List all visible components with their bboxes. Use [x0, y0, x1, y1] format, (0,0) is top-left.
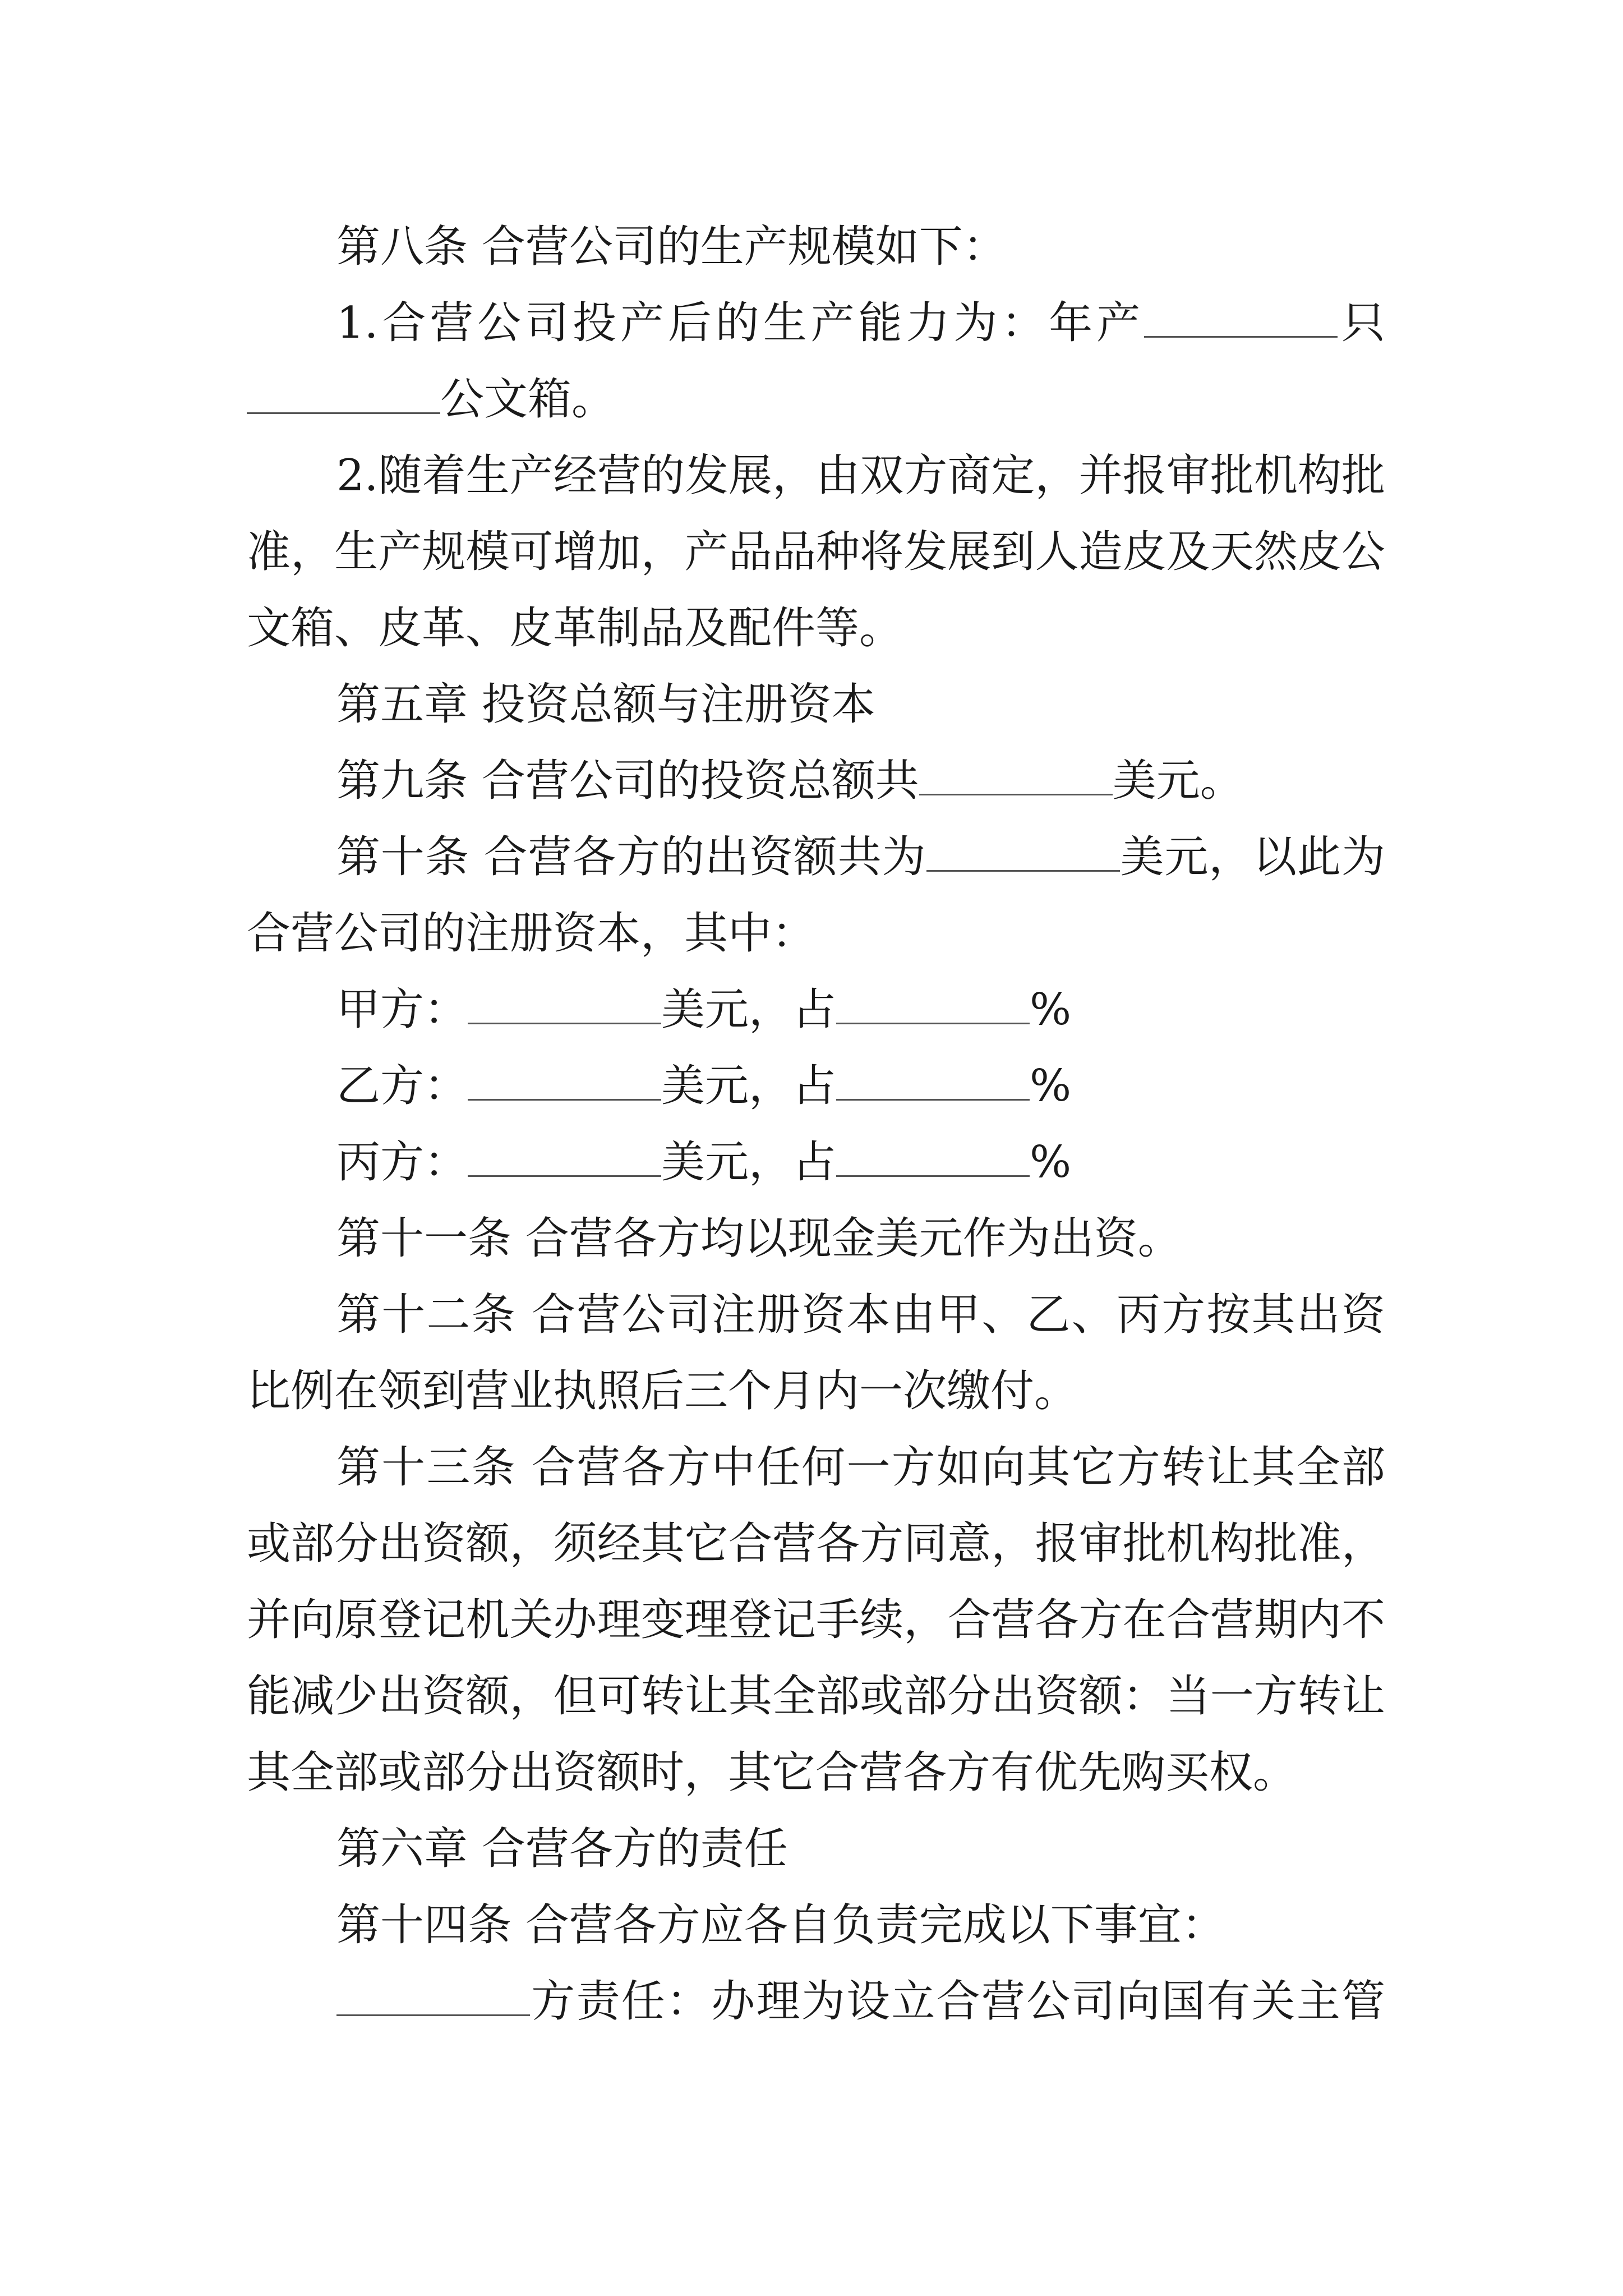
- text-segment: 准，生产规模可增加，产品品种将发展到人造皮及天然皮公: [247, 527, 1385, 577]
- text-segment: 其全部或部分出资额时，其它合营各方有优先购买权。: [247, 1747, 1297, 1798]
- text-segment: 第十条 合营各方的出资额共为: [336, 832, 926, 882]
- text-segment: 第十三条 合营各方中任何一方如向其它方转让其全部: [336, 1442, 1385, 1493]
- text-line: [247, 1742, 1297, 1803]
- text-segment: 第六章 合营各方的责任: [336, 1824, 788, 1874]
- text-segment: 并向原登记机关办理变理登记手续，合营各方在合营期内不: [247, 1595, 1385, 1645]
- text-segment: 甲方：: [336, 984, 468, 1035]
- text-line: [336, 292, 1385, 354]
- text-line: [336, 1437, 1385, 1498]
- text-line: [336, 750, 1244, 812]
- text-line: [247, 1360, 1078, 1422]
- text-line: [336, 1208, 1182, 1269]
- fill-in-blank[interactable]: [336, 1975, 530, 2016]
- text-line: [336, 216, 1007, 278]
- text-line: [247, 369, 615, 430]
- fill-in-blank[interactable]: [836, 1136, 1030, 1177]
- text-segment: 或部分出资额，须经其它合营各方同意，报审批机构批准，: [247, 1519, 1385, 1569]
- fill-in-blank[interactable]: [836, 983, 1030, 1024]
- fill-in-blank[interactable]: [468, 983, 661, 1024]
- text-segment: 公文箱。: [440, 374, 616, 425]
- text-segment: 2.随着生产经营的发展，由双方商定，并报审批机构批: [336, 450, 1385, 501]
- fill-in-blank[interactable]: [247, 373, 440, 414]
- text-line: [336, 979, 1071, 1041]
- text-segment: 第八条 合营公司的生产规模如下：: [336, 222, 1007, 272]
- text-segment: 方责任：办理为设立合营公司向国有关主管: [530, 1976, 1385, 2027]
- text-segment: 文箱、皮革、皮革制品及配件等。: [247, 603, 903, 654]
- text-line: [247, 597, 903, 659]
- text-segment: 第十四条 合营各方应各自负责完成以下事宜：: [336, 1900, 1225, 1950]
- fill-in-blank[interactable]: [468, 1136, 661, 1177]
- text-segment: 丙方：: [336, 1137, 468, 1188]
- text-line: [336, 1284, 1385, 1346]
- text-line: [247, 1589, 1385, 1651]
- text-segment: 合营公司的注册资本，其中：: [247, 908, 816, 959]
- text-line: [336, 1894, 1225, 1956]
- text-segment: 美元。: [1112, 756, 1244, 806]
- text-segment: %: [1030, 984, 1072, 1035]
- text-segment: 美元，占: [661, 1061, 837, 1111]
- text-line: [247, 1665, 1385, 1727]
- fill-in-blank[interactable]: [468, 1060, 661, 1101]
- text-line: [336, 445, 1385, 507]
- fill-in-blank[interactable]: [919, 754, 1113, 795]
- text-segment: 美元，占: [661, 984, 837, 1035]
- text-segment: 1.合营公司投产后的生产能力为：年产: [336, 298, 1145, 348]
- text-line: [336, 826, 1385, 888]
- text-line: [247, 521, 1385, 583]
- fill-in-blank[interactable]: [1144, 297, 1338, 338]
- text-segment: 第九条 合营公司的投资总额共: [336, 756, 919, 806]
- text-segment: 美元，占: [661, 1137, 837, 1188]
- text-segment: 第十一条 合营各方均以现金美元作为出资。: [336, 1213, 1182, 1264]
- text-line: [336, 1131, 1071, 1193]
- fill-in-blank[interactable]: [926, 831, 1120, 872]
- text-segment: 比例在领到营业执照后三个月内一次缴付。: [247, 1366, 1078, 1416]
- fill-in-blank[interactable]: [836, 1060, 1030, 1101]
- text-segment: 第五章 投资总额与注册资本: [336, 679, 875, 730]
- text-line: [336, 1055, 1071, 1117]
- text-segment: %: [1030, 1061, 1072, 1111]
- text-segment: 第十二条 合营公司注册资本由甲、乙、丙方按其出资: [336, 1290, 1385, 1340]
- text-segment: 乙方：: [336, 1061, 468, 1111]
- text-line: [336, 674, 875, 735]
- text-segment: 美元，以此为: [1119, 832, 1385, 882]
- text-line: [336, 1971, 1385, 2032]
- text-line: [247, 903, 815, 964]
- text-segment: 只: [1338, 298, 1385, 348]
- text-line: [247, 1513, 1385, 1575]
- text-line: [336, 1818, 788, 1880]
- text-segment: 能减少出资额，但可转让其全部或部分出资额：当一方转让: [247, 1671, 1385, 1722]
- text-segment: %: [1030, 1137, 1072, 1188]
